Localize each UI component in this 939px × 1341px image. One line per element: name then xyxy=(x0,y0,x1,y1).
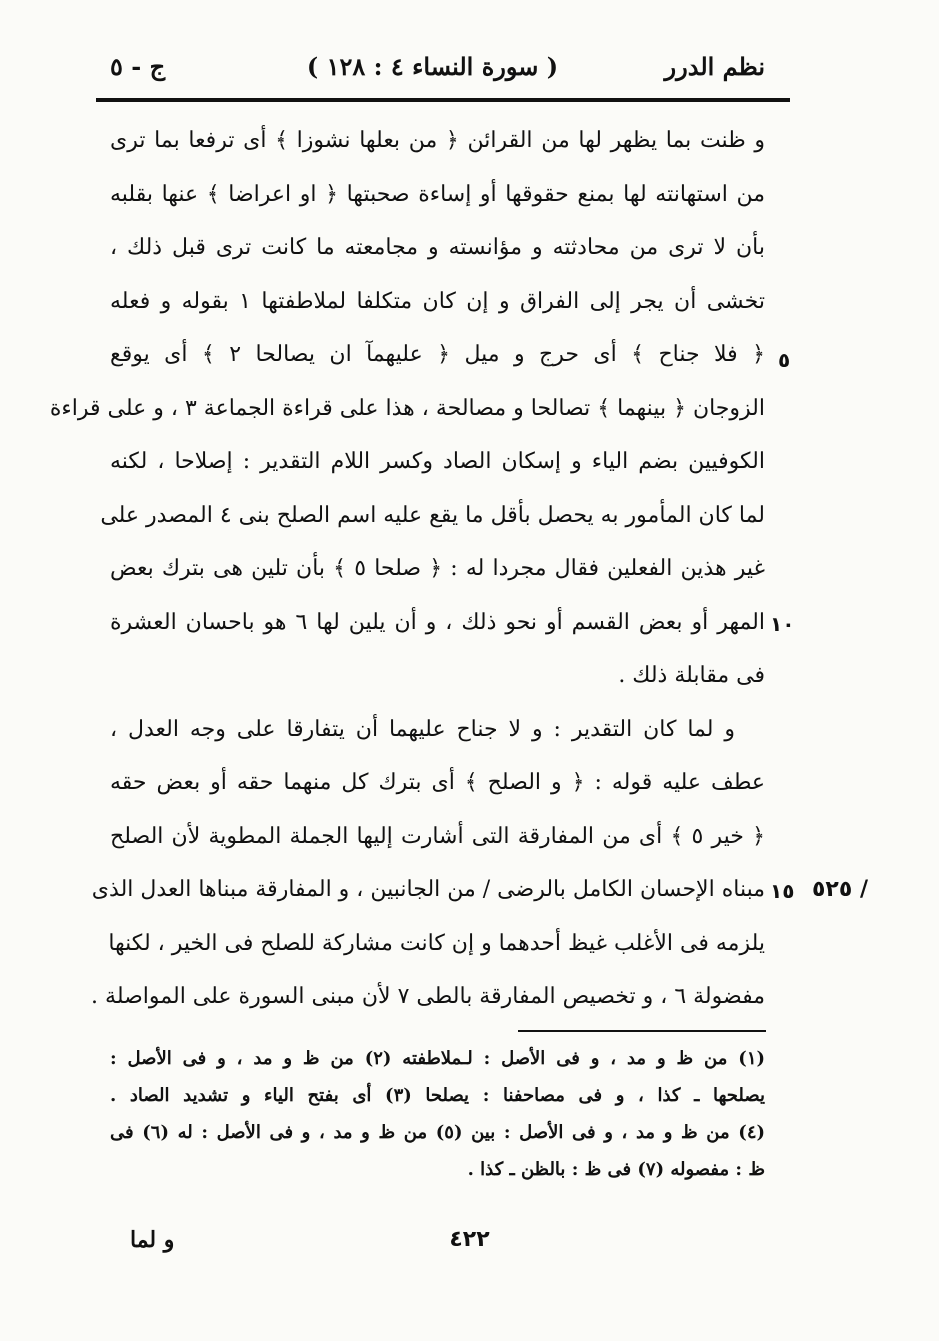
text-line: بأن لا ترى من محادثته و مؤانسته و مجامعته ما كانت ترى قبل ذلك ، xyxy=(110,235,765,260)
main-text xyxy=(49,114,766,1024)
footnote-rule xyxy=(518,1030,766,1032)
text-line: ﴿ فلا جناح ﴾ أى حرج و ميل ﴿ عليهمآ ان يصالحا ٢ ﴾ أى يوقع xyxy=(110,342,765,367)
manuscript-folio-marker: ٥٢٥ / xyxy=(812,877,868,902)
text-line: و ظنت بما يظهر لها من القرائن ﴿ من بعلها نشوزا ﴾ أى ترفعا بما ترى xyxy=(110,128,765,153)
text-line: لما كان المأمور به يحصل بأقل ما يقع عليه اسم الصلح بنى ٤ المصدر على xyxy=(100,502,765,528)
line-number-5: ٥ xyxy=(778,348,791,372)
footnote-line: ظ : مفصوله (٧) فى ظ : بالظن ـ كذا . xyxy=(467,1159,765,1180)
footnote-line: يصلحها ـ كذا ، و فى مصاحفنا : يصلحا (٣) أى بفتح الياء و تشديد الصاد . xyxy=(110,1085,765,1106)
footnote-line: (١) من ظ و مد ، و فى الأصل : لـملاطفته (٢) من ظ و مد ، و فى الأصل : xyxy=(110,1048,766,1069)
catchword: و لما xyxy=(130,1227,175,1253)
footnotes xyxy=(110,1040,765,1188)
running-header xyxy=(100,52,765,92)
text-line: تخشى أن يجر إلى الفراق و إن كان متكلفا لملاطفتها ١ بقوله و فعله xyxy=(110,288,765,314)
surah-reference: ( سورة النساء ٤ : ١٢٨ ) xyxy=(306,52,559,81)
text-line: مبناه الإحسان الكامل بالرضى / من الجانبين ، و المفارقة مبناها العدل الذى xyxy=(91,877,765,902)
book-title: نظم الدرر xyxy=(664,52,765,81)
volume-number: ج - ٥ xyxy=(110,52,166,81)
text-line: مفضولة ٦ ، و تخصيص المفارقة بالطى ٧ لأن مبنى السورة على المواصلة . xyxy=(91,984,765,1009)
line-number-10: ١٠ xyxy=(770,612,795,636)
text-line: غير هذين الفعلين فقال مجردا له : ﴿ صلحا ٥ ﴾ بأن تلين هى بترك بعض xyxy=(110,556,765,581)
text-line: الكوفيين بضم الياء و إسكان الصاد وكسر اللام التقدير : إصلاحا ، لكنه xyxy=(110,449,765,474)
line-number-15: ١٥ xyxy=(770,879,795,903)
text-line: من استهانته لها بمنع حقوقها أو إساءة صحبتها ﴿ او اعراضا ﴾ عنها بقلبه xyxy=(110,181,765,207)
page-number: ٤٢٢ xyxy=(449,1227,490,1252)
text-line: الزوجان ﴿ بينهما ﴾ تصالحا و مصالحة ، هذا على قراءة الجماعة ٣ ، و على قراءة xyxy=(49,395,765,421)
text-line: المهر أو بعض القسم أو نحو ذلك ، و أن يلين لها ٦ هو باحسان العشرة xyxy=(110,609,766,635)
header-rule xyxy=(96,98,790,102)
text-line: عطف عليه قوله : ﴿ و الصلح ﴾ أى بترك كل منهما حقه أو بعض حقه xyxy=(110,770,765,795)
footnote-line: (٤) من ظ و مد ، و فى الأصل : بين (٥) من ظ و مد ، و فى الأصل : له (٦) فى xyxy=(110,1122,766,1143)
text-line: و لما كان التقدير : و لا جناح عليهما أن يتفارقا على وجه العدل ، xyxy=(110,716,735,742)
text-line: يلزمه فى الأغلب غيظ أحدهما و إن كانت مشاركة للصلح فى الخير ، لكنها xyxy=(108,930,765,956)
text-line: ﴿ خير ٥ ﴾ أى من المفارقة التى أشارت إليها الجملة المطوية لأن الصلح xyxy=(110,823,765,849)
text-line: فى مقابلة ذلك . xyxy=(618,663,765,688)
